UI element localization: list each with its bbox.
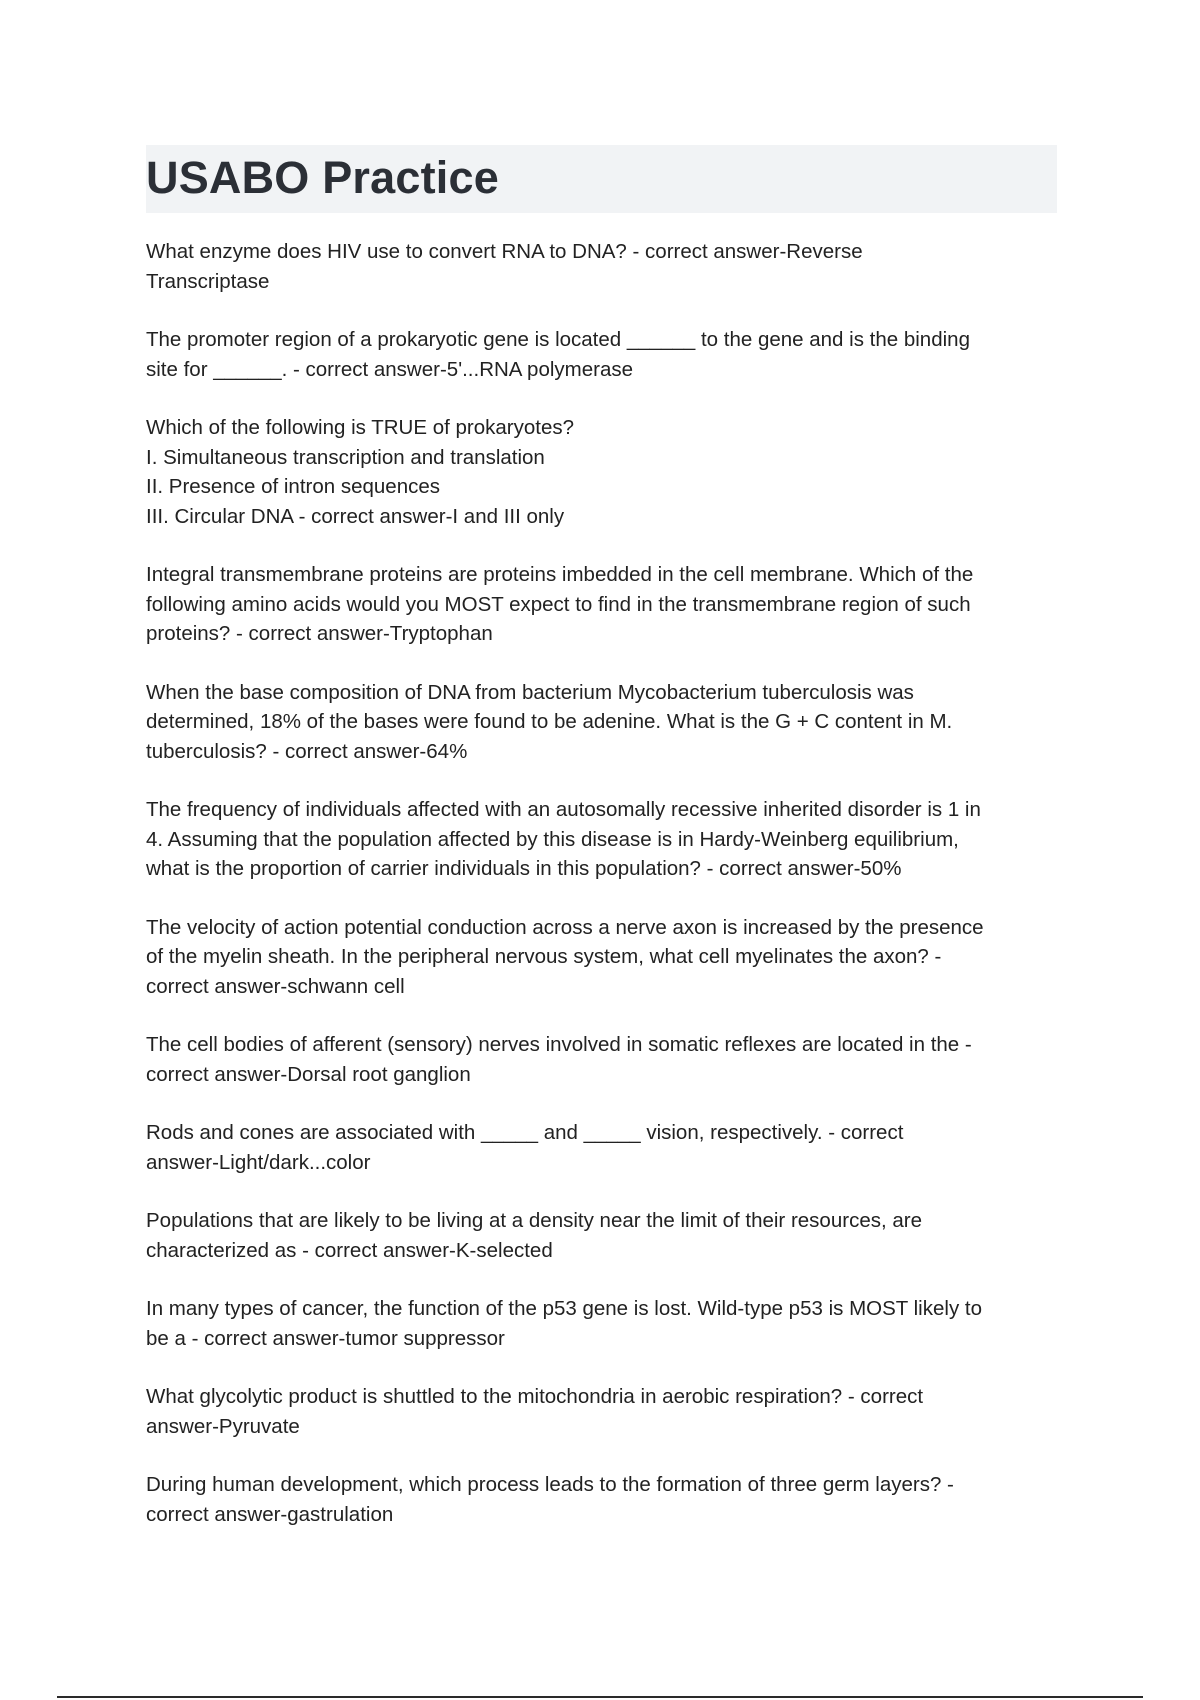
qa-line: be a - correct answer-tumor suppressor xyxy=(146,1326,505,1350)
qa-line: characterized as - correct answer-K-selected xyxy=(146,1238,553,1262)
qa-line: answer-Pyruvate xyxy=(146,1414,300,1438)
qa-line: answer-Light/dark...color xyxy=(146,1150,371,1174)
qa-line: site for ______. - correct answer-5'...RNA polymerase xyxy=(146,357,634,381)
qa-line: What enzyme does HIV use to convert RNA to DNA? - correct answer-Reverse xyxy=(146,240,863,263)
qa-item xyxy=(146,913,1061,1002)
qa-item xyxy=(146,1118,1061,1177)
qa-list xyxy=(146,237,1061,1558)
qa-line: When the base composition of DNA from bacterium Mycobacterium tuberculosis was xyxy=(146,680,914,704)
qa-line: correct answer-schwann cell xyxy=(146,974,405,998)
qa-item xyxy=(146,1030,1061,1089)
qa-item xyxy=(146,1206,1061,1265)
qa-line: proteins? - correct answer-Tryptophan xyxy=(146,622,493,645)
footer-divider xyxy=(57,1696,1143,1698)
qa-line: 4. Assuming that the population affected by this disease is in Hardy-Weinberg equilibrium, xyxy=(146,827,959,851)
qa-line: Rods and cones are associated with _____ and _____ vision, respectively. - correct xyxy=(146,1121,904,1144)
qa-line: The promoter region of a prokaryotic gene is located ______ to the gene and is the binding xyxy=(146,328,970,351)
qa-item xyxy=(146,1470,1061,1529)
qa-item xyxy=(146,325,1061,384)
qa-line: of the myelin sheath. In the peripheral nervous system, what cell myelinates the axon? - xyxy=(146,945,942,968)
qa-line: Which of the following is TRUE of prokaryotes? xyxy=(146,416,575,439)
qa-line: correct answer-gastrulation xyxy=(146,1502,394,1526)
qa-line: The cell bodies of afferent (sensory) nerves involved in somatic reflexes are located in the - xyxy=(146,1033,972,1056)
qa-line: What glycolytic product is shuttled to the mitochondria in aerobic respiration? - correct xyxy=(146,1385,924,1408)
qa-item xyxy=(146,1382,1061,1441)
qa-item xyxy=(146,678,1061,767)
qa-line: tuberculosis? - correct answer-64% xyxy=(146,739,468,763)
qa-item xyxy=(146,413,1061,531)
qa-line: I. Simultaneous transcription and translation xyxy=(146,445,545,469)
qa-item xyxy=(146,560,1061,649)
qa-item xyxy=(146,1294,1061,1353)
qa-line: Populations that are likely to be living at a density near the limit of their resources, are xyxy=(146,1209,922,1232)
qa-item xyxy=(146,237,1061,296)
qa-item xyxy=(146,795,1061,884)
qa-line: II. Presence of intron sequences xyxy=(146,475,441,498)
page-title: USABO Practice xyxy=(146,152,499,203)
qa-line: following amino acids would you MOST expect to find in the transmembrane region of such xyxy=(146,592,971,616)
qa-line: During human development, which process leads to the formation of three germ layers? - xyxy=(146,1473,954,1496)
qa-line: what is the proportion of carrier individuals in this population? - correct answer-50% xyxy=(146,857,902,880)
qa-line: The frequency of individuals affected with an autosomally recessive inherited disorder is 1 in xyxy=(146,798,981,821)
qa-line: Transcriptase xyxy=(146,269,270,293)
qa-line: correct answer-Dorsal root ganglion xyxy=(146,1062,471,1086)
qa-line: In many types of cancer, the function of the p53 gene is lost. Wild-type p53 is MOST likely to xyxy=(146,1297,982,1320)
title-band xyxy=(146,145,1057,213)
qa-line: determined, 18% of the bases were found to be adenine. What is the G + C content in M. xyxy=(146,710,953,733)
qa-line: III. Circular DNA - correct answer-I and III only xyxy=(146,504,565,528)
qa-line: The velocity of action potential conduction across a nerve axon is increased by the presence xyxy=(146,915,984,939)
qa-line: Integral transmembrane proteins are proteins imbedded in the cell membrane. Which of the xyxy=(146,563,974,586)
